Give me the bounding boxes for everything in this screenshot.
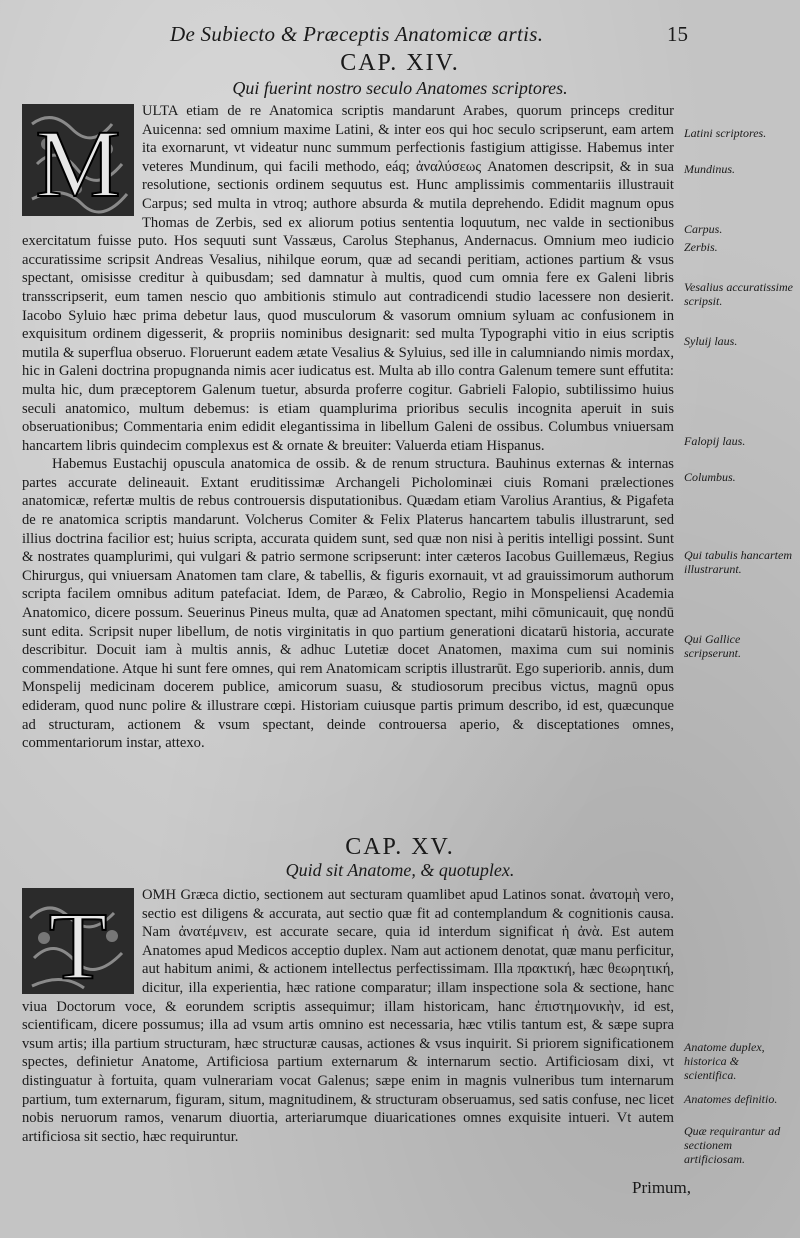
margin-note: Columbus. <box>684 470 736 484</box>
margin-note: Qui Gallice scripserunt. <box>684 632 741 660</box>
margin-note: Zerbis. <box>684 240 718 254</box>
margin-note: Quæ requirantur ad sectionem artificiosam. <box>684 1124 781 1166</box>
paragraph: ULTA etiam de re Anatomica scriptis mandarunt Arabes, quorum princeps creditur Auicenna: sed omnium maxime Latini, & inter eos qui hoc seculo scripserunt, eam artem ita exornarunt, vt videatur nunc summum perfectionis fastigium attigisse. Habemus inter veteres Mundinum, qui facili methodo, eáq; ἀναλύσεως Anatomen descripsit, & in sua resolutione, sectionis ordinem sequutus est. Hunc amplissimis commentariis illustrauit Carpus; sed multa in vtroq; authore absurda & mutila deprehendo. Edidit magnum opus Thomas de Zerbis, sed ex aliorum potius sententia loquutum, nec valde in sectionibus exercitatum fuisse puto. Hos sequuti sunt Vassæus, Carolus Stephanus, Andernacus. Omnium meo iudicio accuratissime scripsit Andreas Vesalius, nihilque eorum, quæ ad secandi peritiam, actiones partium & vsus spectant, omisisse creditur à quibusdam; sed damnatur à multis, quod cum omnia fere ex Galeni libris transscripserit, eum tamen nescio quo ambitionis stimulo aut contradicendi studio lacessere non desierit. Iacobo Syluio hæc prima debetur laus, quod musculorum & vasorum omnium syluam ac confusionem in exquisitum ordinem digesserit, & propriis nominibus designarit: sed multa Typographi vitio in eius scriptis mutila & superflua obseruo. Floruerunt eadem ætate Vesalius & Syluius, sed ille in calumniando nimis mordax, hic in Galeni doctrina propugnanda nimis acer iudicatus est. Multa ab illo contra Galenum temere sunt effutita: multa hic, dum præceptorem Galenum tuetur, absurda proferre cogitur. Gabrieli Falopio, subtilissimo huius seculi anatomico, multum debemus: is etiam quamplurima prioribus seculis incognita aperuit in suis obseruationibus; Commentaria enim edidit elegantissima in libellum Galeni de ossibus. Columbus vniuersam hancartem libris quindecim complexus est & ornate & breuiter: Valuerda etiam Hispanus. <box>22 103 674 454</box>
margin-note: Falopij laus. <box>684 434 746 448</box>
paragraph: Habemus Eustachij opuscula anatomica de ossib. & de renum structura. Bauhinus externas & internas partes accurate delineauit. Extant eruditissimæ Archangeli Picholominæi ciuis Romani prælectiones anatomicæ, refertæ multis de rebus controuersis disputationibus. Quædam etiam Varolius Arantius, & Pigafeta de re anatomica scriptis mandarunt. Volcherus Comiter & Felix Platerus hancartem tabulis illustrarunt, sed illius doctrina facilior est; huius scripta, accurata quidem sunt, sed quæ non nisi à peritis intelligi possint. Sunt & nostrates quamplurimi, qui vulgari & patrio sermone scripserunt: inter cæteros Iacobus Guillemæus, Regius Chirurgus, qui vniuersam Anatomen tam clare, & tabellis, & figuris exornauit, vt ad grauissimorum authorum scripta facilem omnibus aditum patefaciat. Idem, de Paræo, & Cabrolio, Regio in Monspeliensi Academia Anatomico, dicere possum. Seuerinus Pineus multa, quæ ad Anatomen spectant, mihi cōmunicauit, quę nondū sunt edita. Scripsit nuper libellum, de notis virginitatis in quo partium generationi dicatarū historia, accurate describitur. Docuit iam à multis annis, & adhuc Lutetiæ docet Anatomen, maxima cum sui nominis commendatione. Atque hi sunt fere omnes, qui rem Anatomicam scriptis illustrarūt. Ego superiorib. annis, dum Monspelij medicinam docerem publice, amicorum suasu, & studiosorum precibus victus, magnū opus edideram, quod nunc polire & illustrare cœpi. Historiam cuiusque partis primum describo, id est, quæcunque ad structuram, actionem & vsum spectant, deinde controuersa aperio, & disceptationes omnes, commentariorum instar, attexo. <box>22 456 674 752</box>
decorated-initial <box>22 104 134 216</box>
chapter-heading: CAP. XIV. <box>340 50 460 76</box>
chapter-title: Qui fuerint nostro seculo Anatomes scriptores. <box>232 78 568 98</box>
paragraph: OMH Græca dictio, sectionem aut secturam quamlibet apud Latinos sonat. ἀνατομὴ vero, sectio est diligens & accurata, aut sectio quæ fit ad contemplandum & cognitionis causa. Nam ἀνατέμνειν, est accurate secare, quia id interdum significat ἡ ἀνὰ. Est autem Anatomes apud Medicos acceptio duplex. Nam aut actionem denotat, quæ manu perficitur, aut habitum animi, & actionem intellectus perfectissimam. Illa πρακτική, hæc θεωρητική, dicitur, illa experientia, hæc ratione comparatur; illam inspectione sola & sectione, hanc viua Doctorum voce, & eorundem scriptis assequimur; illam historicam, hanc ἐπιστημονικὴν, id est, scientificam, dicere possumus; illa ad vsum artis omnino est necessaria, hæc vtilis tantum est, & sæpe supra vsum artis; illa partium structuram, hæc structuræ causas, actiones & vsus inquirit. Si priorem significationem spectes, definietur Anatome, Artificiosa partium externarum & internarum sectio. Artificiosam dixi, vt distinguatur à fortuita, quam vulnerariam vocat Galenus; sæpe enim in magnis vulneribus tum internarum partium, tum externarum, figuram, situm, magnitudinem, & structuram obseruamus, sed satis confuse, nec licet nobis neruorum ramos, venarum diuortia, arteriarumque diuaricationes omnes exquisite intueri. Vt autem artificiosa sit sectio, hæc requiruntur. <box>22 887 674 1145</box>
page-number: 15 <box>667 22 688 46</box>
catchword: Primum, <box>632 1178 692 1197</box>
initial-letter: T <box>48 892 108 994</box>
margin-note: Carpus. <box>684 222 723 236</box>
chapter-body <box>22 886 674 1146</box>
chapter-body <box>22 102 674 753</box>
running-title: De Subiecto & Præceptis Anatomicæ artis. <box>170 22 544 46</box>
margin-note: Anatomes definitio. <box>684 1092 778 1106</box>
chapter-title: Quid sit Anatome, & quotuplex. <box>285 860 515 880</box>
margin-note: Mundinus. <box>684 162 735 176</box>
margin-note: Qui tabulis hancartem illustrarunt. <box>684 548 792 576</box>
ornament-icon <box>22 888 134 994</box>
margin-note: Latini scriptores. <box>684 126 767 140</box>
decorated-initial <box>22 888 134 994</box>
margin-note: Syluij laus. <box>684 334 738 348</box>
margin-note: Vesalius accuratissime scripsit. <box>684 280 793 308</box>
margin-note: Anatome duplex, historica & scientifica. <box>684 1040 765 1082</box>
initial-letter: M <box>35 110 121 216</box>
ornament-icon <box>22 104 134 216</box>
chapter-heading: CAP. XV. <box>345 834 455 860</box>
